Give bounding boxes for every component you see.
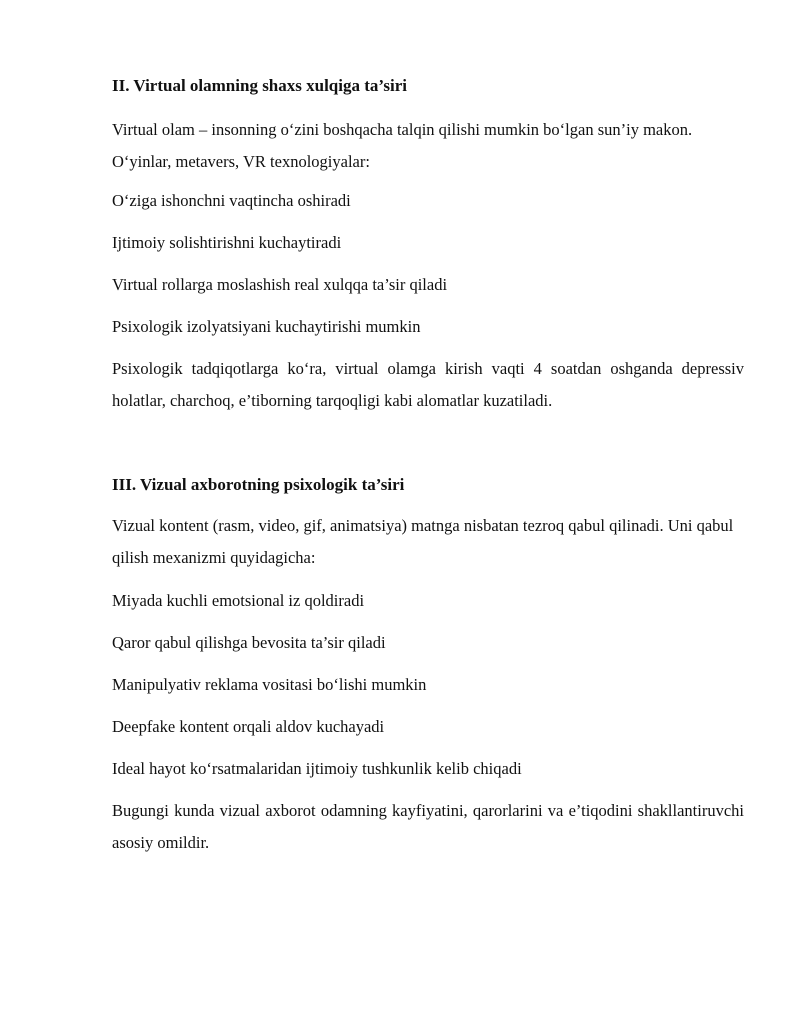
section-3-intro: Vizual kontent (rasm, video, gif, animatsiya) matnga nisbatan tezroq qabul qilinadi. Uni qabul qilish mexanizmi quyidagicha: [112, 516, 734, 567]
section-3-item-3: Manipulyativ reklama vositasi bo‘lishi mumkin [112, 675, 427, 694]
section-3-conclusion: Bugungi kunda vizual axborot odamning kayfiyatini, qarorlarini va e’tiqodini shakllantiruvchi asosiy omildir. [112, 801, 744, 852]
section-3-item-5: Ideal hayot ko‘rsatmalaridan ijtimoiy tushkunlik kelib chiqadi [112, 759, 522, 778]
section-2-item-1: O‘ziga ishonchni vaqtincha oshiradi [112, 191, 351, 210]
section-3-item-2: Qaror qabul qilishga bevosita ta’sir qiladi [112, 633, 386, 652]
section-2-item-3: Virtual rollarga moslashish real xulqqa ta’sir qiladi [112, 275, 448, 294]
section-3-heading: III. Vizual axborotning psixologik ta’siri [112, 475, 405, 494]
section-2-conclusion: Psixologik tadqiqotlarga ko‘ra, virtual olamga kirish vaqti 4 soatdan oshganda depressiv holatlar, charchoq, e’tiborning tarqoqligi kabi alomatlar kuzatiladi. [112, 359, 744, 410]
section-3-item-1: Miyada kuchli emotsional iz qoldiradi [112, 591, 365, 610]
section-2-item-2: Ijtimoiy solishtirishni kuchaytiradi [112, 233, 342, 252]
section-2-item-4: Psixologik izolyatsiyani kuchaytirishi mumkin [112, 317, 421, 336]
section-2-intro: Virtual olam – insonning o‘zini boshqacha talqin qilishi mumkin bo‘lgan sun’iy makon. O‘yinlar, metavers, VR texnologiyalar: [112, 120, 693, 171]
section-2-heading: II. Virtual olamning shaxs xulqiga ta’siri [112, 76, 408, 95]
section-3-item-4: Deepfake kontent orqali aldov kuchayadi [112, 717, 385, 736]
